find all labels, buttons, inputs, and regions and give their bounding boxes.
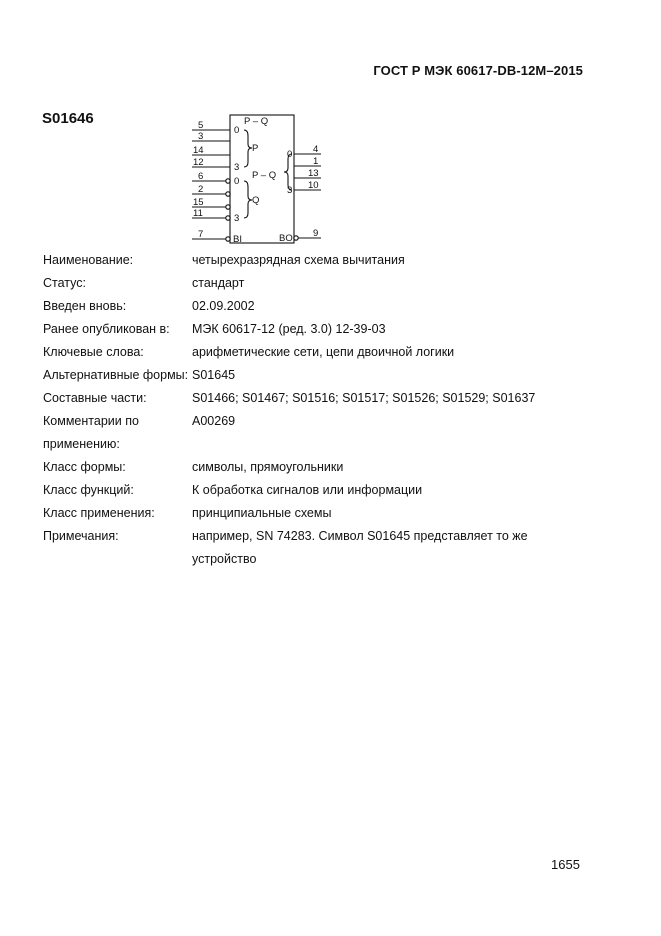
- q-bit-high: 3: [234, 213, 240, 224]
- property-label: Наименование:: [43, 253, 134, 267]
- property-value: символы, прямоугольники: [192, 460, 344, 474]
- q-group-label: Q: [252, 195, 260, 206]
- property-value: 02.09.2002: [192, 299, 255, 313]
- property-row: [43, 456, 537, 479]
- brace-p: [244, 130, 252, 167]
- bo-label: BO: [279, 233, 293, 244]
- property-label: Альтернативные формы:: [43, 368, 189, 382]
- pin-number-q1: 2: [198, 184, 204, 195]
- pin-number-o2: 13: [308, 168, 319, 179]
- brace-q: [244, 181, 252, 218]
- property-value: стандарт: [192, 276, 245, 290]
- property-value: МЭК 60617-12 (ред. 3.0) 12-39-03: [192, 322, 386, 336]
- pin-number-p3: 12: [193, 157, 204, 168]
- p-group-label: P: [252, 143, 259, 154]
- property-label: Составные части:: [43, 391, 147, 405]
- property-row: [43, 364, 537, 387]
- pin-number-p2: 14: [193, 145, 204, 156]
- pin-number-q2: 15: [193, 197, 204, 208]
- property-row: [43, 410, 537, 456]
- page-number: 1655: [551, 857, 580, 872]
- property-label: Класс функций:: [43, 483, 134, 497]
- pin-number-o1: 1: [313, 156, 319, 167]
- q-bit-low: 0: [234, 176, 240, 187]
- pin-number-bi: 7: [198, 229, 204, 240]
- p-bit-low: 0: [234, 125, 240, 136]
- property-row: [43, 479, 537, 502]
- property-label: Класс формы:: [43, 460, 126, 474]
- property-label: Ранее опубликован в:: [43, 322, 170, 336]
- pin-number-bo: 9: [313, 228, 319, 239]
- property-value: S01645: [192, 368, 236, 382]
- pin-number-q0: 6: [198, 171, 204, 182]
- properties-table: [43, 249, 537, 571]
- property-label: Введен вновь:: [43, 299, 127, 313]
- property-row: [43, 249, 537, 272]
- property-row: [43, 387, 537, 410]
- property-value: S01466; S01467; S01516; S01517; S01526; S01529; S01637: [192, 391, 536, 405]
- symbol-code: S01646: [42, 110, 94, 127]
- property-row: [43, 341, 537, 364]
- pin-number-q3: 11: [193, 208, 203, 219]
- property-value: четырехразрядная схема вычитания: [192, 253, 405, 267]
- property-value: например, SN 74283. Символ S01645 представляет то же устройство: [192, 529, 528, 566]
- property-value: арифметические сети, цепи двоичной логики: [192, 345, 455, 359]
- property-value: принципиальные схемы: [192, 506, 332, 520]
- function-label: P – Q: [244, 116, 269, 127]
- out-group-label: P – Q: [252, 170, 277, 181]
- pin-number-o3: 10: [308, 180, 319, 191]
- property-label: Примечания:: [43, 529, 119, 543]
- property-value: К обработка сигналов или информации: [192, 483, 423, 497]
- property-row: [43, 525, 537, 571]
- property-row: [43, 295, 537, 318]
- pin-number-o0: 4: [313, 144, 319, 155]
- property-label: Класс применения:: [43, 506, 155, 520]
- out-bit-high: 3: [287, 185, 293, 196]
- out-bit-low: 0: [287, 149, 293, 160]
- subtractor-symbol-svg: [188, 110, 338, 250]
- property-label: Комментарии по применению:: [43, 414, 139, 451]
- pin-number-p0: 5: [198, 120, 204, 131]
- bi-label: BI: [233, 234, 242, 245]
- property-row: [43, 502, 537, 525]
- standard-header: ГОСТ Р МЭК 60617-DB-12M–2015: [373, 63, 583, 78]
- property-row: [43, 272, 537, 295]
- property-row: [43, 318, 537, 341]
- p-bit-high: 3: [234, 162, 240, 173]
- logic-symbol-diagram: [188, 110, 338, 255]
- property-label: Статус:: [43, 276, 86, 290]
- pin-number-p1: 3: [198, 131, 204, 142]
- property-label: Ключевые слова:: [43, 345, 144, 359]
- property-value: A00269: [192, 414, 236, 428]
